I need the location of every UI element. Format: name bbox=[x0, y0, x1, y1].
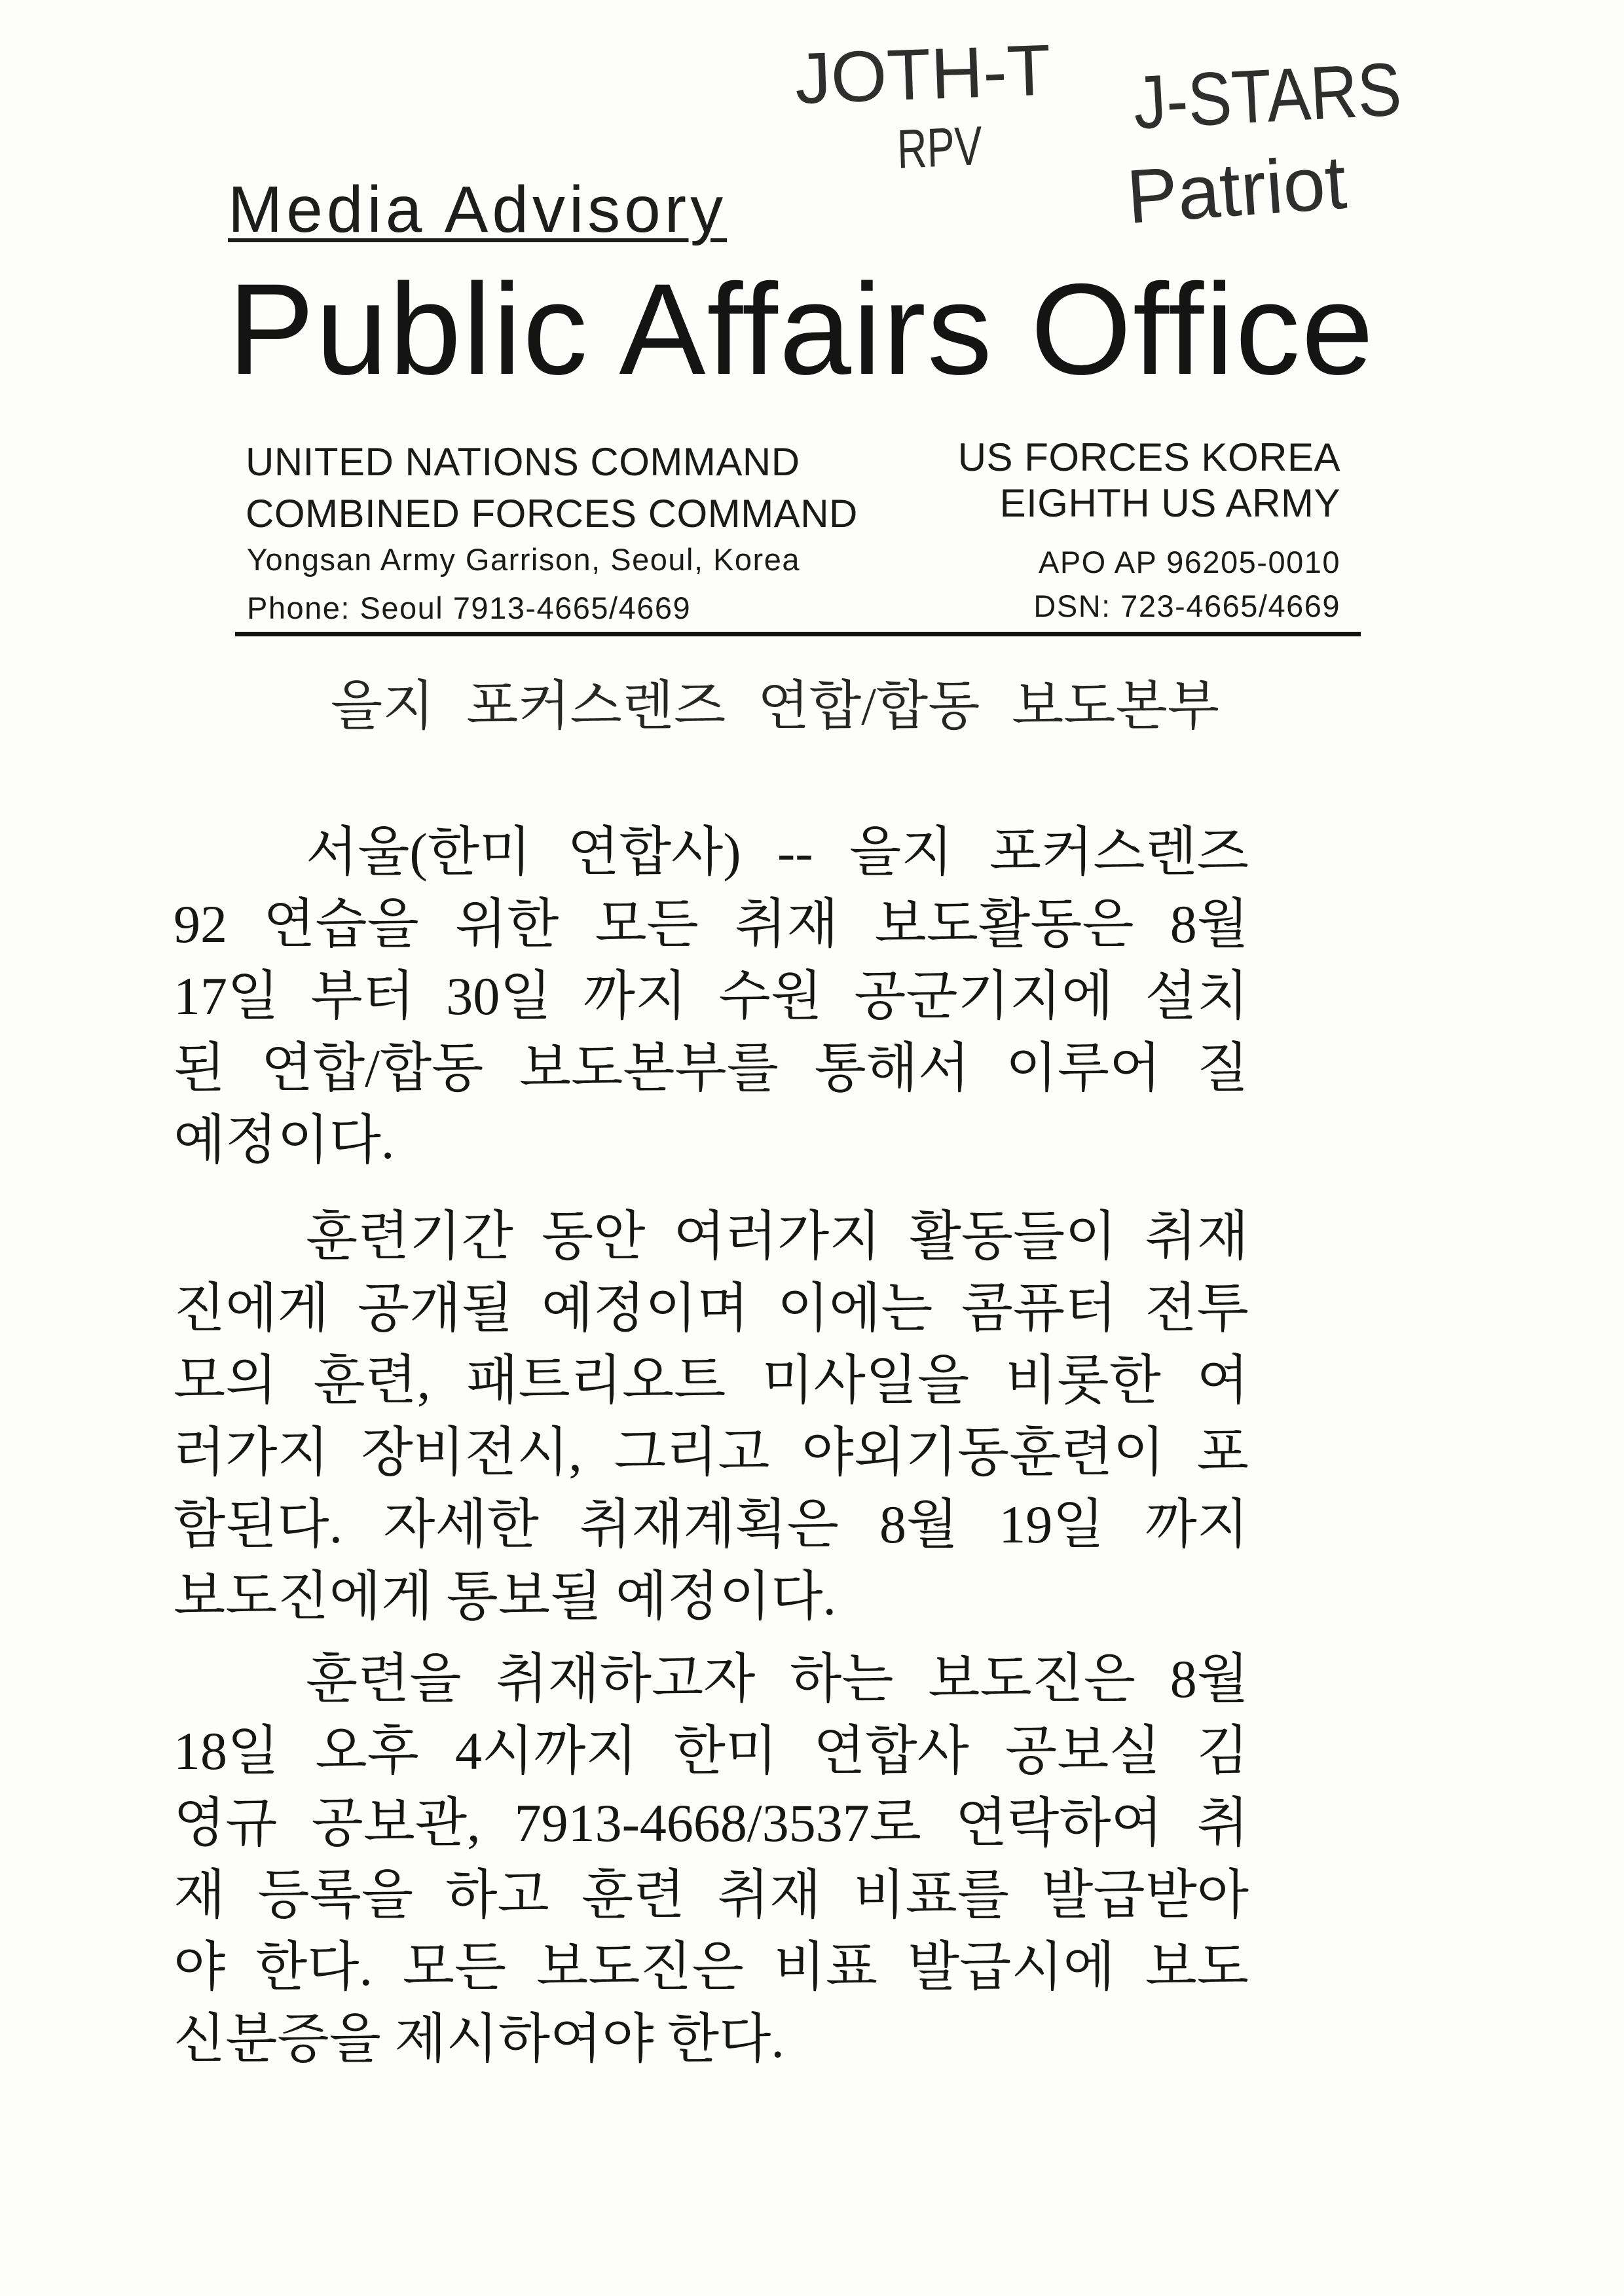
body-paragraph bbox=[174, 816, 1249, 1176]
office-title: Public Affairs Office bbox=[228, 257, 1375, 401]
body-paragraph bbox=[174, 1201, 1249, 1633]
paragraph-line: 재 등록을 하고 훈련 취재 비표를 발급받아 bbox=[174, 1865, 1249, 1925]
paragraph-line: 92 연습을 위한 모든 취재 보도활동은 8월 bbox=[174, 894, 1249, 954]
phone-line: Phone: Seoul 7913-4665/4669 bbox=[247, 591, 692, 625]
paragraph-line: 훈련을 취재하고자 하는 보도진은 8월 bbox=[306, 1649, 1249, 1709]
command-name: US FORCES KOREA bbox=[957, 435, 1340, 479]
command-name: COMBINED FORCES COMMAND bbox=[246, 492, 858, 536]
release-title: 을지 포커스렌즈 연합/합동 보도본부 bbox=[331, 676, 1219, 736]
handwritten-note: JOTH-T bbox=[793, 29, 1052, 119]
handwritten-note: J-STARS bbox=[1131, 46, 1404, 145]
paragraph-line: 보도진에게 통보될 예정이다. bbox=[174, 1567, 837, 1626]
paragraph-line: 진에게 공개될 예정이며 이에는 콤퓨터 전투 bbox=[174, 1279, 1249, 1338]
paragraph-line: 예정이다. bbox=[174, 1110, 395, 1170]
command-name: UNITED NATIONS COMMAND bbox=[246, 440, 800, 484]
paragraph-line: 18일 오후 4시까지 한미 연합사 공보실 김 bbox=[174, 1721, 1249, 1781]
paragraph-line: 영규 공보관, 7913-4668/3537로 연락하여 취 bbox=[174, 1793, 1249, 1853]
paragraph-line: 신분증을 제시하여야 한다. bbox=[174, 2009, 784, 2069]
address-line: APO AP 96205-0010 bbox=[1038, 545, 1340, 579]
phone-line: DSN: 723-4665/4669 bbox=[1033, 589, 1340, 623]
paragraph-line: 모의 훈련, 패트리오트 미사일을 비롯한 여 bbox=[174, 1351, 1249, 1410]
media-advisory-label: Media Advisory bbox=[228, 173, 728, 246]
body-paragraph bbox=[174, 1643, 1249, 2075]
handwritten-note: RPV bbox=[896, 114, 983, 180]
command-name: EIGHTH US ARMY bbox=[999, 481, 1340, 525]
paragraph-line: 야 한다. 모든 보도진은 비표 발급시에 보도 bbox=[174, 1937, 1249, 1997]
paragraph-line: 함된다. 자세한 취재계획은 8월 19일 까지 bbox=[174, 1495, 1249, 1554]
handwritten-note: Patriot bbox=[1124, 139, 1350, 240]
paragraph-line: 17일 부터 30일 까지 수원 공군기지에 설치 bbox=[174, 966, 1249, 1026]
paragraph-line: 서울(한미 연합사) -- 을지 포커스렌즈 bbox=[306, 822, 1249, 882]
paragraph-line: 러가지 장비전시, 그리고 야외기동훈련이 포 bbox=[174, 1423, 1249, 1482]
paragraph-line: 훈련기간 동안 여러가지 활동들이 취재 bbox=[306, 1207, 1249, 1266]
address-line: Yongsan Army Garrison, Seoul, Korea bbox=[247, 542, 800, 577]
header-divider bbox=[235, 632, 1361, 636]
paragraph-line: 된 연합/합동 보도본부를 통해서 이루어 질 bbox=[174, 1038, 1249, 1098]
